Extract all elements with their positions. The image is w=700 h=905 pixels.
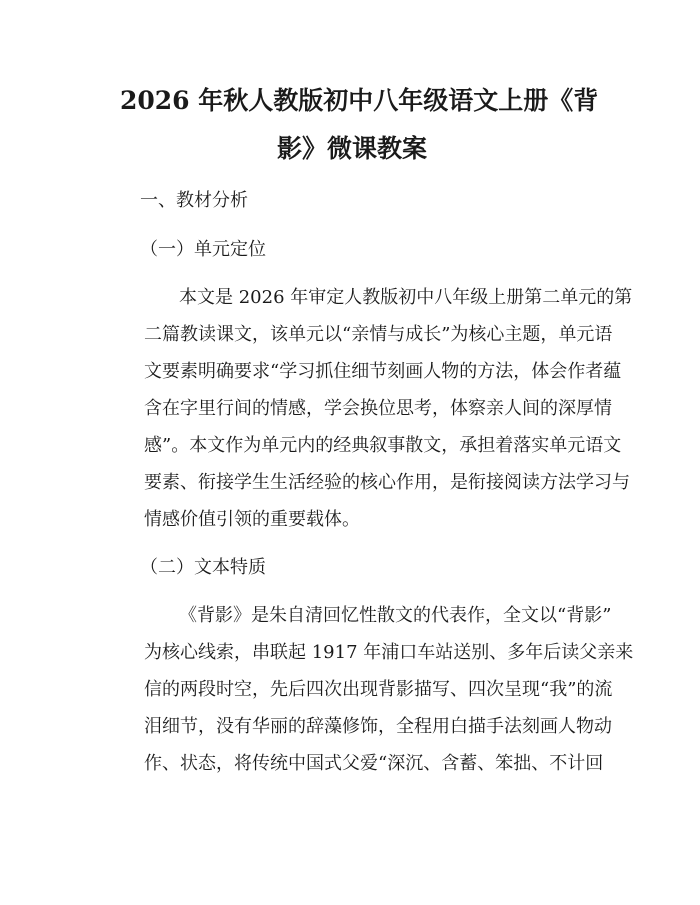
document-title-line-2: 影》微课教案	[277, 134, 428, 163]
paragraph-1-line-4: 含在字里行间的情感，学会换位思考，体察亲人间的深厚情	[144, 398, 612, 419]
document-title-line-1: 2026 年秋人教版初中八年级语文上册《背	[120, 86, 599, 115]
section-heading-material-analysis: 一、教材分析	[140, 190, 248, 211]
paragraph-1-line-2: 二篇教读课文，该单元以“亲情与成长”为核心主题，单元语	[144, 324, 613, 345]
paragraph-1-line-3: 文要素明确要求“学习抓住细节刻画人物的方法，体会作者蕴	[144, 361, 622, 382]
paragraph-2-line-3: 信的两段时空，先后四次出现背影描写、四次呈现“我”的流	[144, 679, 613, 700]
paragraph-1-line-6: 要素、衔接学生生活经验的核心作用，是衔接阅读方法学习与	[144, 472, 630, 493]
subheading-text-characteristics: （二）文本特质	[140, 557, 266, 578]
paragraph-2-line-1: 《背影》是朱自清回忆性散文的代表作，全文以“背影”	[179, 605, 612, 626]
paragraph-2-line-5: 作、状态，将传统中国式父爱“深沉、含蓄、笨拙、不计回	[144, 753, 604, 774]
paragraph-2-line-4: 泪细节，没有华丽的辞藻修饰，全程用白描手法刻画人物动	[144, 716, 612, 737]
subheading-unit-positioning: （一）单元定位	[140, 239, 266, 260]
paragraph-2-line-2: 为核心线索，串联起 1917 年浦口车站送别、多年后读父亲来	[144, 642, 634, 663]
paragraph-1-line-7: 情感价值引领的重要载体。	[144, 509, 360, 530]
paragraph-1-line-1: 本文是 2026 年审定人教版初中八年级上册第二单元的第	[179, 287, 633, 308]
paragraph-1-line-5: 感”。本文作为单元内的经典叙事散文，承担着落实单元语文	[144, 435, 622, 456]
